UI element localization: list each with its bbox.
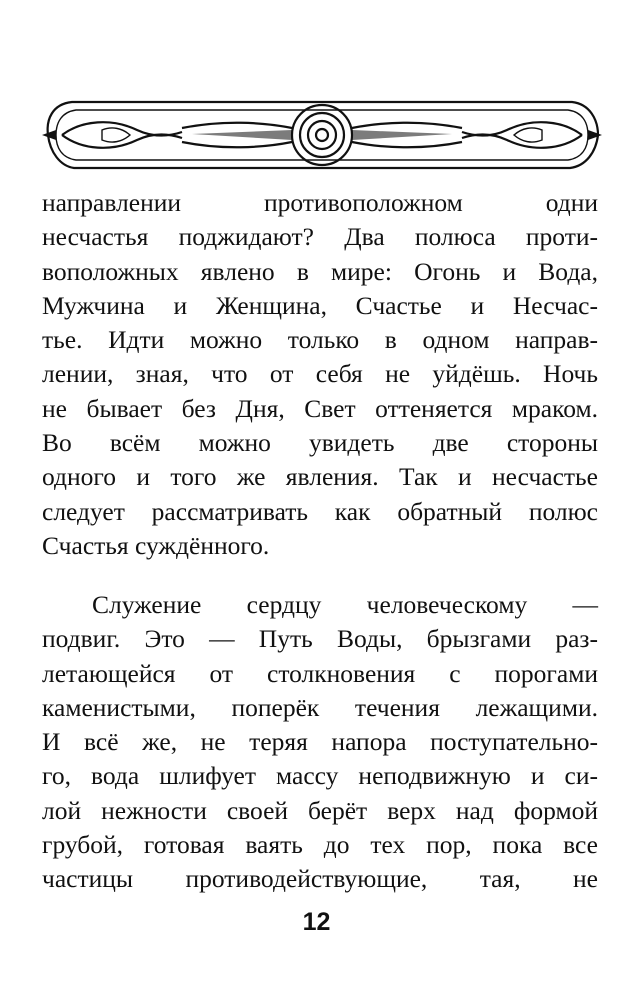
paragraph-2 <box>42 588 598 897</box>
page-number: 12 <box>302 908 331 936</box>
text-line: Во всём можно увидеть две стороны <box>42 428 598 458</box>
text-line: го, вода шлифует массу неподвижную и си- <box>42 761 598 791</box>
text-line: направлении противоположном одни <box>42 188 598 217</box>
text-line: каменистыми, поперёк течения лежащими. <box>42 692 598 722</box>
text-line: Мужчина и Женщина, Счастье и Несчас- <box>42 290 598 320</box>
text-line: лении, зная, что от себя не уйдёшь. Ночь <box>42 359 598 389</box>
scroll-ornament-icon <box>42 90 602 180</box>
text-line: воположных явлено в мире: Огонь и Вода, <box>42 256 598 286</box>
text-line: одного и того же явления. Так и несчастье <box>42 462 598 492</box>
text-line: частицы противодействующие, тая, не <box>42 864 598 894</box>
text-line: тье. Идти можно только в одном направ- <box>42 325 598 355</box>
text-line: летающейся от столкновения с порогами <box>42 658 598 688</box>
text-line: И всё же, не теряя напора поступательно- <box>42 727 598 757</box>
paragraph-1 <box>42 186 598 563</box>
text-line: следует рассматривать как обратный полюс <box>42 496 598 526</box>
text-line: Счастья суждённого. <box>42 530 270 560</box>
text-line: Служение сердцу человеческому — <box>92 590 598 619</box>
text-line: грубой, готовая ваять до тех пор, пока все <box>42 830 598 860</box>
text-line: не бывает без Дня, Свет оттеняется мраком. <box>42 393 598 423</box>
text-line: лой нежности своей берёт верх над формой <box>42 795 598 825</box>
text-line: подвиг. Это — Путь Воды, брызгами раз- <box>42 624 598 654</box>
text-line: несчастья поджидают? Два полюса проти- <box>42 222 598 252</box>
